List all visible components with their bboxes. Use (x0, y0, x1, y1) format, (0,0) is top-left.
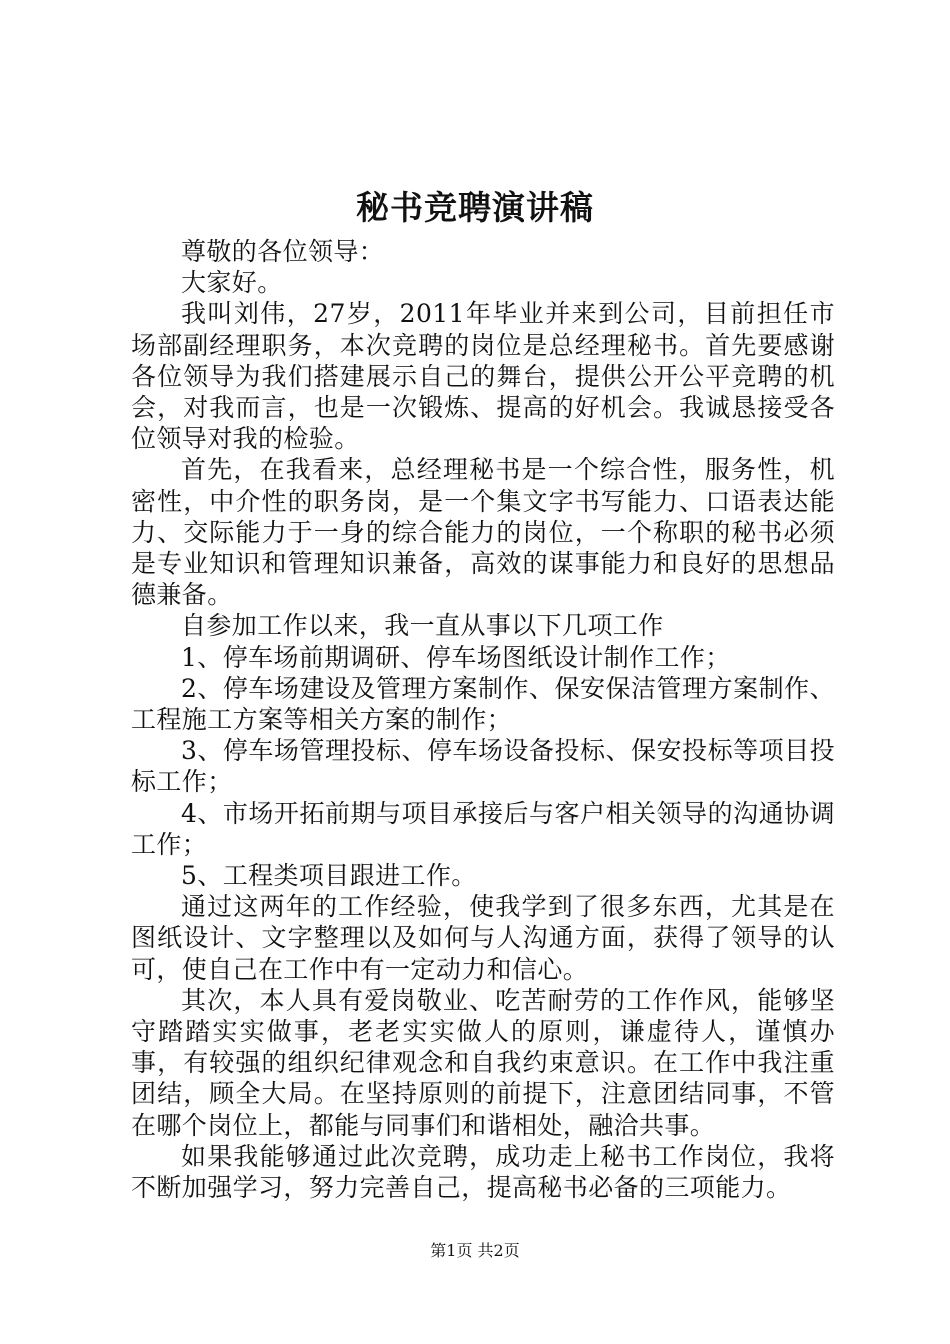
paragraph: 自参加工作以来，我一直从事以下几项工作 (181, 611, 664, 641)
list-item: 5、工程类项目跟进工作。 (181, 861, 477, 891)
document-body (131, 236, 835, 1203)
list-item: 1、停车场前期调研、停车场图纸设计制作工作； (181, 642, 731, 672)
paragraph: 其次，本人具有爱岗敬业、吃苦耐劳的工作作风，能够坚守踏踏实实做事，老老实实做人的原则，谦虚待人，谨慎办事，有较强的组织纪律观念和自我约束意识。在工作中我注重团结，顾全大局。在坚持原则的前提下，注意团结同事，不管在哪个岗位上，都能与同事们和谐相处，融洽共事。 (131, 985, 835, 1140)
document-title: 秘书竞聘演讲稿 (356, 188, 594, 227)
paragraph: 首先，在我看来，总经理秘书是一个综合性，服务性，机密性，中介性的职务岗，是一个集文字书写能力、口语表达能力、交际能力于一身的综合能力的岗位，一个称职的秘书必须是专业知识和管理知识兼备，高效的谋事能力和良好的思想品德兼备。 (131, 455, 835, 610)
paragraph: 如果我能够通过此次竞聘，成功走上秘书工作岗位，我将不断加强学习，努力完善自己，提高秘书必备的三项能力。 (131, 1141, 835, 1203)
paragraph: 大家好。 (181, 268, 283, 298)
list-item: 3、停车场管理投标、停车场设备投标、保安投标等项目投标工作； (131, 736, 835, 797)
paragraph: 尊敬的各位领导： (181, 237, 385, 266)
paragraph: 通过这两年的工作经验，使我学到了很多东西，尤其是在图纸设计、文字整理以及如何与人沟通方面，获得了领导的认可，使自己在工作中有一定动力和信心。 (131, 892, 835, 984)
page-number-footer: 第1页 共2页 (430, 1241, 520, 1260)
list-item: 2、停车场建设及管理方案制作、保安保洁管理方案制作、工程施工方案等相关方案的制作； (131, 673, 835, 735)
paragraph: 我叫刘伟，27岁，2011年毕业并来到公司，目前担任市场部副经理职务，本次竞聘的岗位是总经理秘书。首先要感谢各位领导为我们搭建展示自己的舞台，提供公开公平竞聘的机会，对我而言，也是一次锻炼、提高的好机会。我诚恳接受各位领导对我的检验。 (131, 299, 835, 454)
list-item: 4、市场开拓前期与项目承接后与客户相关领导的沟通协调工作； (131, 798, 835, 859)
